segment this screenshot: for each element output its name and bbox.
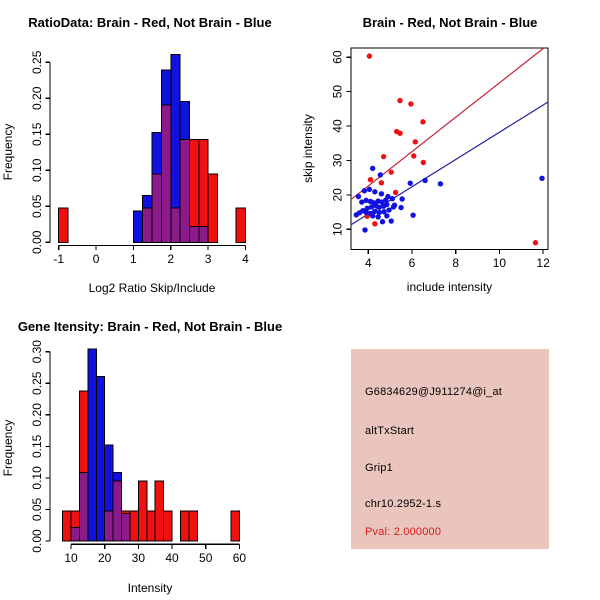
hist-bar-red bbox=[164, 511, 172, 541]
hist-bar-red bbox=[138, 481, 146, 541]
scatter-point-blue bbox=[375, 214, 380, 219]
hist-bar-red bbox=[71, 511, 79, 527]
hist-bar-blue bbox=[143, 195, 152, 208]
y-tick-label: 20 bbox=[330, 188, 345, 202]
x-tick-label: 6 bbox=[408, 256, 416, 270]
gene-info-box bbox=[351, 349, 549, 549]
x-tick-label: 10 bbox=[64, 551, 78, 565]
ratio-histogram-chart bbox=[0, 0, 300, 300]
pval-text: Pval: 2.000000 bbox=[365, 526, 442, 538]
scatter-point-blue bbox=[367, 187, 372, 192]
hist-bar-blue bbox=[113, 472, 121, 481]
y-tick-label: 60 bbox=[330, 50, 345, 64]
y-tick-label: 0.00 bbox=[30, 529, 44, 553]
y-axis-label: Frequency bbox=[1, 419, 15, 477]
scatter-point-red bbox=[379, 180, 384, 185]
hist-bar-red bbox=[189, 511, 197, 541]
scatter-point-blue bbox=[380, 219, 385, 224]
y-axis-label: Frequency bbox=[1, 123, 15, 181]
scatter-point-blue bbox=[362, 188, 367, 193]
x-tick-label: 8 bbox=[452, 256, 460, 270]
x-tick-label: 2 bbox=[167, 252, 175, 266]
hist-bar-red bbox=[189, 139, 198, 226]
scatter-point-blue bbox=[408, 180, 413, 185]
x-axis-label: Log2 Ratio Skip/Include bbox=[88, 281, 216, 295]
gene-intensity-histogram-chart bbox=[0, 300, 300, 600]
hist-bar-overlap bbox=[180, 139, 189, 242]
y-tick-label: 0.10 bbox=[30, 466, 44, 490]
scatter-point-blue bbox=[410, 212, 415, 217]
probe-id-text: G6834629@J911274@i_at bbox=[365, 386, 503, 398]
hist-bar-red bbox=[63, 511, 71, 541]
hist-bar-overlap bbox=[71, 527, 79, 541]
hist-bar-overlap bbox=[199, 227, 208, 243]
y-tick-label: 0.25 bbox=[30, 50, 45, 74]
y-tick-label: 0.25 bbox=[30, 371, 44, 395]
hist-bar-red bbox=[130, 511, 138, 541]
scatter-point-red bbox=[411, 153, 416, 158]
hist-bar-overlap bbox=[79, 472, 87, 541]
x-tick-label: -1 bbox=[53, 252, 65, 266]
hist-bar-overlap bbox=[113, 481, 121, 541]
hist-bar-overlap bbox=[143, 208, 152, 242]
hist-bar-overlap bbox=[152, 174, 161, 243]
hist-bar-blue bbox=[133, 211, 142, 242]
hist-bar-red bbox=[79, 391, 87, 473]
scatter-point-red bbox=[367, 53, 372, 58]
gene-name-text: Grip1 bbox=[365, 462, 393, 474]
hist-bar-red bbox=[59, 208, 68, 242]
hist-bar-red bbox=[147, 511, 155, 541]
event-type-text: altTxStart bbox=[365, 425, 415, 437]
scatter-point-blue bbox=[539, 176, 544, 181]
scatter-point-red bbox=[393, 190, 398, 195]
x-tick-label: 3 bbox=[204, 252, 212, 266]
hist-bar-overlap bbox=[122, 514, 130, 541]
hist-bar-blue bbox=[88, 349, 96, 541]
scatter-point-blue bbox=[370, 166, 375, 171]
scatter-point-blue bbox=[384, 202, 389, 207]
y-tick-label: 0.20 bbox=[30, 86, 44, 110]
gene-info-panel bbox=[300, 300, 600, 600]
scatter-point-blue bbox=[383, 197, 388, 202]
scatter-point-blue bbox=[372, 189, 377, 194]
x-tick-label: 1 bbox=[130, 252, 137, 266]
y-tick-label: 0.15 bbox=[30, 122, 44, 146]
scatter-point-blue bbox=[378, 172, 383, 177]
hist-bar-overlap bbox=[105, 511, 113, 541]
scatter-point-red bbox=[389, 169, 394, 174]
scatter-point-blue bbox=[386, 207, 391, 212]
scatter-point-blue bbox=[422, 178, 427, 183]
hist-bar-red bbox=[208, 174, 217, 243]
hist-bar-blue bbox=[180, 101, 189, 139]
chromosome-location-text: chr10.2952-1.s bbox=[365, 498, 442, 510]
hist-bar-red bbox=[231, 511, 239, 541]
intensity-scatter-chart bbox=[300, 0, 600, 300]
scatter-point-red bbox=[397, 131, 402, 136]
hist-bar-red bbox=[155, 481, 163, 541]
scatter-point-red bbox=[533, 240, 538, 245]
x-tick-label: 20 bbox=[98, 551, 112, 565]
plot-box bbox=[351, 48, 548, 250]
y-tick-label: 10 bbox=[330, 222, 345, 236]
hist-bar-blue bbox=[96, 376, 104, 541]
x-tick-label: 50 bbox=[199, 551, 213, 565]
x-tick-label: 60 bbox=[232, 551, 247, 565]
hist-bar-blue bbox=[152, 133, 161, 174]
hist-bar-blue bbox=[105, 445, 113, 511]
scatter-point-blue bbox=[398, 205, 403, 210]
scatter-point-blue bbox=[370, 213, 375, 218]
hist-bar-overlap bbox=[189, 227, 198, 243]
scatter-point-red bbox=[421, 160, 426, 165]
y-tick-label: 30 bbox=[330, 153, 345, 168]
scatter-point-red bbox=[413, 139, 418, 144]
y-tick-label: 50 bbox=[330, 84, 345, 99]
y-tick-label: 0.05 bbox=[30, 497, 44, 522]
x-axis-label: Intensity bbox=[127, 581, 173, 595]
x-tick-label: 4 bbox=[242, 252, 249, 266]
scatter-point-blue bbox=[362, 227, 367, 232]
chart-title: Brain - Red, Not Brain - Blue bbox=[362, 15, 538, 30]
x-tick-label: 12 bbox=[536, 256, 550, 270]
scatter-point-blue bbox=[384, 213, 389, 218]
y-tick-label: 0.30 bbox=[30, 340, 44, 364]
y-tick-label: 0.10 bbox=[30, 158, 44, 182]
scatter-point-red bbox=[381, 154, 386, 159]
y-tick-label: 0.05 bbox=[30, 194, 44, 218]
hist-bar-overlap bbox=[161, 105, 170, 242]
x-tick-label: 4 bbox=[364, 256, 372, 270]
scatter-point-blue bbox=[399, 196, 404, 201]
scatter-point-blue bbox=[377, 210, 382, 215]
y-tick-label: 0.15 bbox=[30, 434, 44, 459]
x-axis-label: include intensity bbox=[406, 280, 493, 294]
scatter-point-blue bbox=[379, 191, 384, 196]
y-tick-label: 40 bbox=[330, 119, 345, 133]
chart-title: RatioData: Brain - Red, Not Brain - Blue bbox=[28, 15, 272, 30]
scatter-point-red bbox=[368, 177, 373, 182]
hist-bar-blue bbox=[161, 70, 170, 105]
x-tick-label: 30 bbox=[131, 551, 146, 565]
x-tick-label: 10 bbox=[492, 256, 507, 270]
y-tick-label: 0.20 bbox=[30, 403, 44, 427]
scatter-point-red bbox=[420, 119, 425, 124]
hist-bar-red bbox=[180, 511, 188, 541]
hist-bar-red bbox=[199, 139, 208, 226]
hist-bar-red bbox=[122, 511, 130, 514]
scatter-point-blue bbox=[389, 218, 394, 223]
hist-bar-blue bbox=[171, 54, 180, 208]
y-tick-label: 0.00 bbox=[30, 230, 44, 254]
y-axis-label: skip intensity bbox=[301, 114, 315, 183]
hist-bar-red bbox=[236, 208, 245, 242]
chart-title: Gene Itensity: Brain - Red, Not Brain - Blue bbox=[17, 319, 283, 334]
scatter-point-blue bbox=[438, 181, 443, 186]
scatter-point-red bbox=[397, 98, 402, 103]
scatter-point-red bbox=[408, 101, 413, 106]
x-tick-label: 0 bbox=[92, 252, 100, 266]
hist-bar-overlap bbox=[171, 208, 180, 242]
scatter-point-blue bbox=[390, 196, 395, 201]
scatter-point-red bbox=[372, 221, 377, 226]
scatter-point-blue bbox=[354, 212, 359, 217]
scatter-point-blue bbox=[356, 194, 361, 199]
scatter-point-blue bbox=[391, 204, 396, 209]
x-tick-label: 40 bbox=[165, 551, 179, 565]
